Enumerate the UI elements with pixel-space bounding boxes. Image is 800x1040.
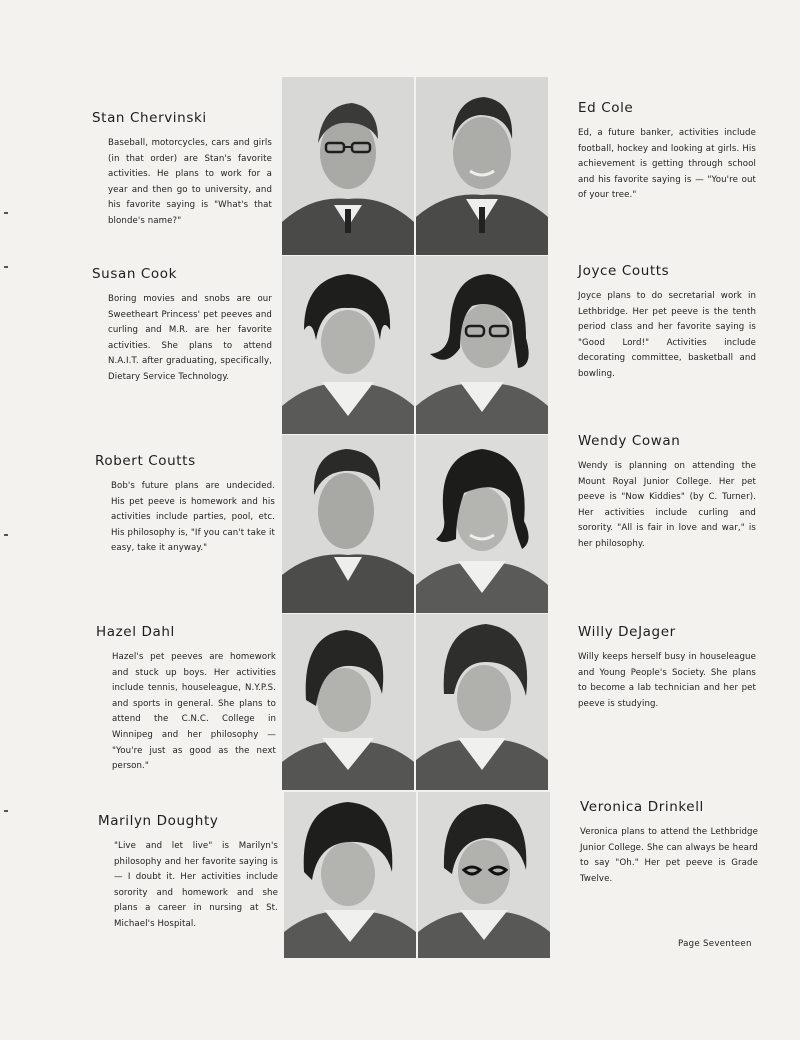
student-description: Bob's future plans are undecided. His pet peeve is homework and his activities include parties, pool, etc. His philosophy is, "If you can't take it easy, take it anyway." bbox=[111, 481, 275, 554]
student-description: Veronica plans to attend the Lethbridge Junior College. She can always be heard to say "Oh." Her pet peeve is Grade Twelve. bbox=[580, 827, 758, 884]
portrait-photo bbox=[416, 614, 548, 790]
portrait-photo bbox=[282, 435, 414, 613]
student-description: Joyce plans to do secretarial work in Lethbridge. Her pet peeve is the tenth period class and her favorite saying is "Good Lord!" Activities include decorating committee, basketball and bowling. bbox=[578, 291, 756, 379]
student-name: Susan Cook bbox=[92, 266, 178, 282]
student-entry bbox=[578, 624, 756, 712]
edge-mark bbox=[4, 266, 8, 268]
student-name: Ed Cole bbox=[578, 100, 634, 116]
student-name: Robert Coutts bbox=[95, 453, 196, 469]
student-name: Veronica Drinkell bbox=[580, 799, 704, 815]
student-entry bbox=[92, 266, 272, 386]
student-entry bbox=[98, 813, 278, 933]
student-entry bbox=[95, 453, 275, 557]
edge-mark bbox=[4, 810, 8, 812]
student-entry bbox=[578, 100, 756, 204]
student-entry bbox=[92, 110, 272, 230]
edge-mark bbox=[4, 212, 8, 214]
student-description: Baseball, motorcycles, cars and girls (in that order) are Stan's favorite activities. He plans to work for a year and then go to university, and his favorite saying is "What's that blonde's name?" bbox=[108, 138, 272, 226]
portrait-photo bbox=[282, 614, 414, 790]
student-description: Ed, a future banker, activities include football, hockey and looking at girls. His achievement is getting through school and his favorite saying is — "You're out of your tree." bbox=[578, 128, 756, 201]
student-name: Hazel Dahl bbox=[96, 624, 175, 640]
student-description: Wendy is planning on attending the Mount Royal Junior College. Her pet peeve is "Now Kiddies" (by C. Turner). Her activities include curling and sorority. "All is fair in love and war," is her philosophy. bbox=[578, 461, 756, 549]
portrait-photo bbox=[418, 792, 550, 958]
student-name: Willy DeJager bbox=[578, 624, 676, 640]
portrait-photo bbox=[282, 77, 414, 255]
edge-mark bbox=[4, 534, 8, 536]
page-number: Page Seventeen bbox=[678, 939, 752, 949]
portrait-photo bbox=[284, 792, 416, 958]
student-name: Joyce Coutts bbox=[578, 263, 670, 279]
portrait-photo bbox=[416, 77, 548, 255]
student-name: Stan Chervinski bbox=[92, 110, 207, 126]
student-entry bbox=[578, 263, 756, 383]
portrait-photo bbox=[416, 256, 548, 434]
student-description: "Live and let live" is Marilyn's philosophy and her favorite saying is — I doubt it. Her activities include sorority and homework and she plans a career in nursing at St. Michael's Hospital. bbox=[114, 841, 278, 929]
student-entry bbox=[96, 624, 276, 775]
portrait-photo bbox=[282, 256, 414, 434]
portrait-photo bbox=[416, 435, 548, 613]
student-name: Marilyn Doughty bbox=[98, 813, 219, 829]
student-description: Boring movies and snobs are our Sweetheart Princess' pet peeves and curling and M.R. are her favorite activities. She plans to attend N.A.I.T. after graduating, specifically, Dietary Service Technology. bbox=[108, 294, 272, 382]
student-entry bbox=[578, 433, 756, 553]
student-description: Hazel's pet peeves are homework and stuck up boys. Her activities include tennis, houseleague, N.Y.P.S. and sports in general. She plans to attend the C.N.C. College in Winnipeg and her philosophy — "You're just as good as the next person." bbox=[112, 652, 276, 772]
student-entry bbox=[580, 799, 758, 887]
student-description: Willy keeps herself busy in houseleague and Young People's Society. She plans to become a lab technician and her pet peeve is studying. bbox=[578, 652, 756, 709]
student-name: Wendy Cowan bbox=[578, 433, 681, 449]
